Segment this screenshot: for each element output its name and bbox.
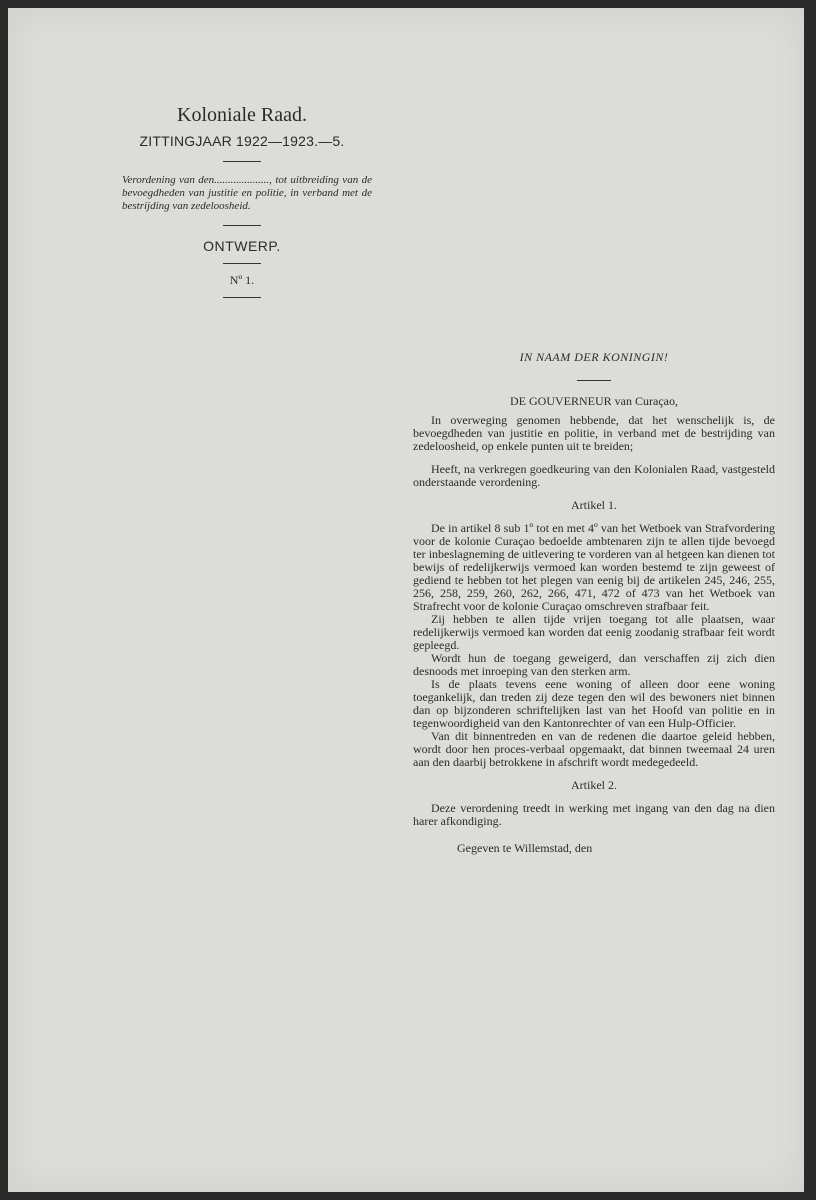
session-year: ZITTINGJAAR 1922—1923.—5. bbox=[139, 133, 345, 149]
article-1-title: Artikel 1. bbox=[571, 498, 617, 512]
considering-clause: In overweging genomen hebbende, dat het wenschelijk is, de bevoegdheden van justitie en politie, in verband met de bestrijding van zedeloosheid, op enkele punten uit te breiden; bbox=[413, 413, 775, 453]
divider bbox=[223, 225, 261, 226]
article-1-paragraph: Wordt hun de toegang geweigerd, dan verschaffen zij zich dien desnoods met inroeping van den sterken arm. bbox=[413, 651, 775, 678]
ordinance-subject: Verordening van den...................., tot uitbreiding van de bevoegdheden van justitie en politie, in verband met de bestrijding van zedeloosheid. bbox=[122, 174, 372, 212]
issuer: DE GOUVERNEUR van Curaçao, bbox=[510, 394, 678, 408]
article-2-title: Artikel 2. bbox=[571, 778, 617, 792]
article-1-paragraph: Van dit binnentreden en van de redenen die daartoe geleid hebben, wordt door hen proces-verbaal opgemaakt, dat binnen tweemaal 24 uren aan den daarbij betrokkene in afschrift wordt medegedeeld. bbox=[413, 729, 775, 769]
divider bbox=[223, 263, 261, 264]
enacting-clause: Heeft, na verkregen goedkeuring van den Kolonialen Raad, vastgesteld onderstaande verordening. bbox=[413, 462, 775, 489]
document-header bbox=[108, 104, 376, 307]
article-2-text: Deze verordening treedt in werking met ingang van den dag na dien harer afkondiging. bbox=[413, 801, 775, 828]
council-title: Koloniale Raad. bbox=[177, 104, 307, 126]
invocation: IN NAAM DER KONINGIN! bbox=[519, 350, 669, 364]
article-1-paragraph: Is de plaats tevens eene woning of alleen door eene woning toegankelijk, dan treden zij deze tegen den wil des bewoners niet binnen dan op bijzonderen schriftelijken last van het Hoofd van politie en in tegenwoordigheid van den Kantonrechter of van een Hulp-Officier. bbox=[413, 677, 775, 730]
article-1-paragraph: Zij hebben te allen tijde vrijen toegang tot alle plaatsen, waar redelijkerwijs vermoed kan worden dat eenig zoodanig strafbaar feit wordt gepleegd. bbox=[413, 612, 775, 652]
decree-body bbox=[413, 351, 775, 855]
divider bbox=[223, 297, 261, 298]
article-1-paragraph: De in artikel 8 sub 1º tot en met 4º van het Wetboek van Strafvordering voor de kolonie Curaçao bedoelde ambtenaren zijn te allen tijde bevoegd ter inbeslagneming de uitlevering te vorderen van al hetgeen kan dienen tot bewijs of redelijkerwijs vermoed kan worden bestemd te zijn geweest of gediend te hebben tot het plegen van eenig bij de artikelen 245, 246, 255, 256, 258, 259, 260, 262, 266, 471, 472 of 473 van het Wetboek van Strafrecht voor de kolonie Curaçao omschreven strafbaar feit. bbox=[413, 521, 775, 613]
given-at: Gegeven te Willemstad, den bbox=[457, 841, 593, 855]
document-number: Nº 1. bbox=[229, 273, 255, 287]
divider bbox=[577, 380, 611, 381]
draft-label: ONTWERP. bbox=[203, 238, 281, 254]
divider bbox=[223, 161, 261, 162]
document-page bbox=[8, 8, 804, 1192]
